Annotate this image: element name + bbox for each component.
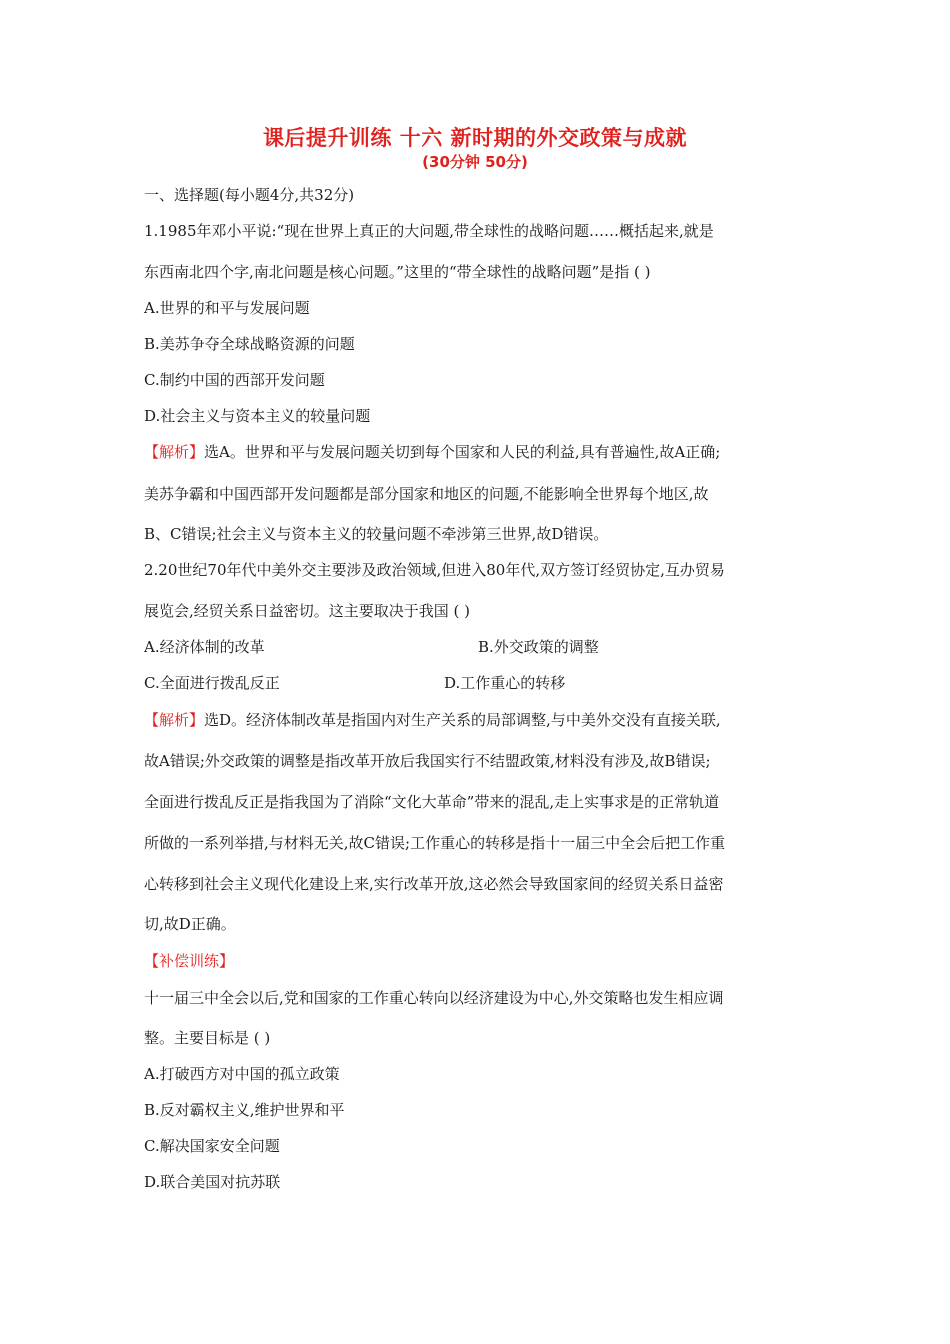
q2-analysis-line5: 心转移到社会主义现代化建设上来,实行改革开放,这必然会导致国家间的经贸关系日益密 — [144, 875, 724, 893]
q2-option-a: A.经济体制的改革 — [144, 638, 265, 656]
q1-option-b: B.美苏争夺全球战略资源的问题 — [144, 335, 355, 353]
q1-analysis-text: 选A。世界和平与发展问题关切到每个国家和人民的利益,具有普遍性,故A正确; — [204, 443, 721, 461]
q2-analysis-text: 选D。经济体制改革是指国内对生产关系的局部调整,与中美外交没有直接关联, — [204, 711, 721, 729]
q1-analysis-line1 — [144, 442, 720, 462]
q2-analysis-line2: 故A错误;外交政策的调整是指改革开放后我国实行不结盟政策,材料没有涉及,故B错误; — [144, 752, 711, 770]
q2-stem-line1: 2.20世纪70年代中美外交主要涉及政治领域,但进入80年代,双方签订经贸协定,互办贸易 — [144, 561, 725, 579]
page-subtitle: (30分钟 50分) — [422, 153, 528, 171]
q2-stem-line2: 展览会,经贸关系日益密切。这主要取决于我国 ( ) — [144, 602, 471, 620]
q1-option-c: C.制约中国的西部开发问题 — [144, 371, 325, 389]
q1-analysis-tag: 【解析】 — [144, 443, 205, 461]
q1-stem-line2: 东西南北四个字,南北问题是核心问题。”这里的“带全球性的战略问题”是指 ( ) — [144, 263, 651, 281]
q2-analysis-line6: 切,故D正确。 — [144, 915, 236, 933]
q2-analysis-line3: 全面进行拨乱反正是指我国为了消除“文化大革命”带来的混乱,走上实事求是的正常轨道 — [144, 793, 720, 811]
q2-analysis-tag: 【解析】 — [144, 711, 205, 729]
q1-option-a: A.世界的和平与发展问题 — [144, 299, 310, 317]
supplement-option-d: D.联合美国对抗苏联 — [144, 1173, 281, 1191]
q2-option-d: D.工作重心的转移 — [444, 674, 566, 692]
q2-option-c: C.全面进行拨乱反正 — [144, 674, 280, 692]
supplement-option-b: B.反对霸权主义,维护世界和平 — [144, 1101, 345, 1119]
q2-analysis-line1 — [144, 710, 721, 730]
q1-analysis-line3: B、C错误;社会主义与资本主义的较量问题不牵涉第三世界,故D错误。 — [144, 525, 609, 543]
supplement-option-c: C.解决国家安全问题 — [144, 1137, 280, 1155]
q2-option-b: B.外交政策的调整 — [478, 638, 599, 656]
supplement-tag: 【补偿训练】 — [144, 952, 235, 970]
supplement-stem-line1: 十一届三中全会以后,党和国家的工作重心转向以经济建设为中心,外交策略也发生相应调 — [144, 989, 724, 1007]
supplement-option-a: A.打破西方对中国的孤立政策 — [144, 1065, 340, 1083]
q2-analysis-line4: 所做的一系列举措,与材料无关,故C错误;工作重心的转移是指十一届三中全会后把工作重 — [144, 834, 726, 852]
q1-stem-line1: 1.1985年邓小平说:“现在世界上真正的大问题,带全球性的战略问题……概括起来,就是 — [144, 222, 714, 240]
q1-analysis-line2: 美苏争霸和中国西部开发问题都是部分国家和地区的问题,不能影响全世界每个地区,故 — [144, 485, 709, 503]
supplement-stem-line2: 整。主要目标是 ( ) — [144, 1029, 271, 1047]
page-title: 课后提升训练 十六 新时期的外交政策与成就 — [262, 126, 688, 150]
q1-option-d: D.社会主义与资本主义的较量问题 — [144, 407, 371, 425]
section-heading: 一、选择题(每小题4分,共32分) — [144, 186, 355, 204]
